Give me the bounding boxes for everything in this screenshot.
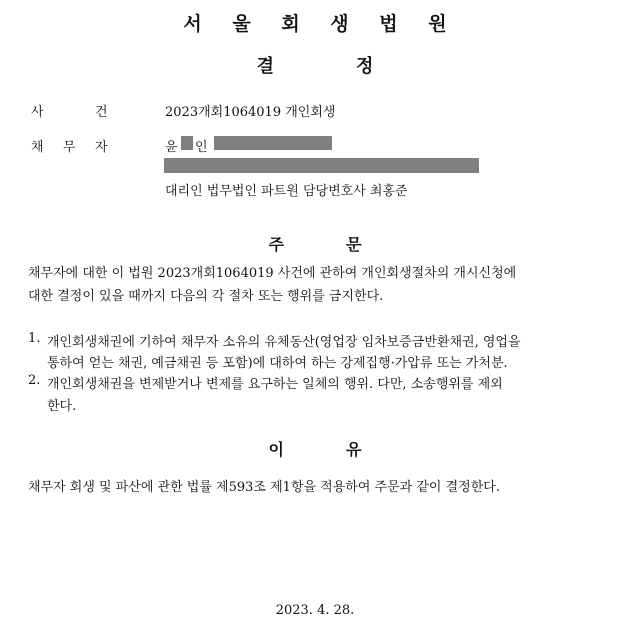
decision-date: 2023. 4. 28. <box>275 603 355 618</box>
debtor-agent: 대리인 법무법인 파트원 담당변호사 최홍준 <box>165 184 408 199</box>
order-item-2-line-2: 한다. <box>47 399 77 414</box>
reason-heading-char-1: 이 <box>268 440 284 459</box>
order-item-2-number: 2. <box>28 373 41 388</box>
order-item-1-line-1: 개인회생채권에 기하여 채무자 소유의 유체동산(영업장 임차보증금반환채권, 영업을 <box>47 335 521 350</box>
debtor-label-char-1: 채 <box>31 140 44 155</box>
case-label-char-2: 건 <box>95 105 108 120</box>
case-number: 2023개회1064019 개인회생 <box>165 105 336 120</box>
document-title <box>0 52 630 78</box>
order-item-1-line-2: 통하여 얻는 채권, 예금채권 등 포함)에 대하여 하는 강제집행·가압류 또는 가처분. <box>47 356 508 371</box>
document-title-left: 결 <box>256 56 274 77</box>
reason-text: 채무자 회생 및 파산에 관한 법률 제593조 제1항을 적용하여 주문과 같이 결정한다. <box>28 480 500 495</box>
case-label-char-1: 사 <box>31 105 44 120</box>
document-title-right: 정 <box>356 56 374 77</box>
order-item-1-number: 1. <box>28 331 41 346</box>
redaction-id <box>214 136 332 150</box>
reason-heading <box>0 437 630 460</box>
redaction-name <box>181 136 193 150</box>
order-heading <box>0 232 630 255</box>
order-heading-char-2: 문 <box>346 235 362 254</box>
debtor-label-char-3: 자 <box>95 140 108 155</box>
order-intro-line-1: 채무자에 대한 이 법원 2023개회1064019 사건에 관하여 개인회생절차의 개시신청에 <box>28 266 517 281</box>
debtor-label-char-2: 무 <box>63 140 76 155</box>
reason-heading-char-2: 유 <box>346 440 362 459</box>
debtor-name-last: 인 <box>195 140 208 155</box>
court-name: 서 울 회 생 법 원 <box>183 13 459 35</box>
order-heading-char-1: 주 <box>268 235 284 254</box>
redaction-address <box>164 158 479 173</box>
order-item-2-line-1: 개인회생채권을 변제받거나 변제를 요구하는 일체의 행위. 다만, 소송행위를 제외 <box>47 377 503 392</box>
order-intro-line-2: 대한 결정이 있을 때까지 다음의 각 절차 또는 행위를 금지한다. <box>28 289 384 304</box>
debtor-name-first: 윤 <box>165 140 178 155</box>
